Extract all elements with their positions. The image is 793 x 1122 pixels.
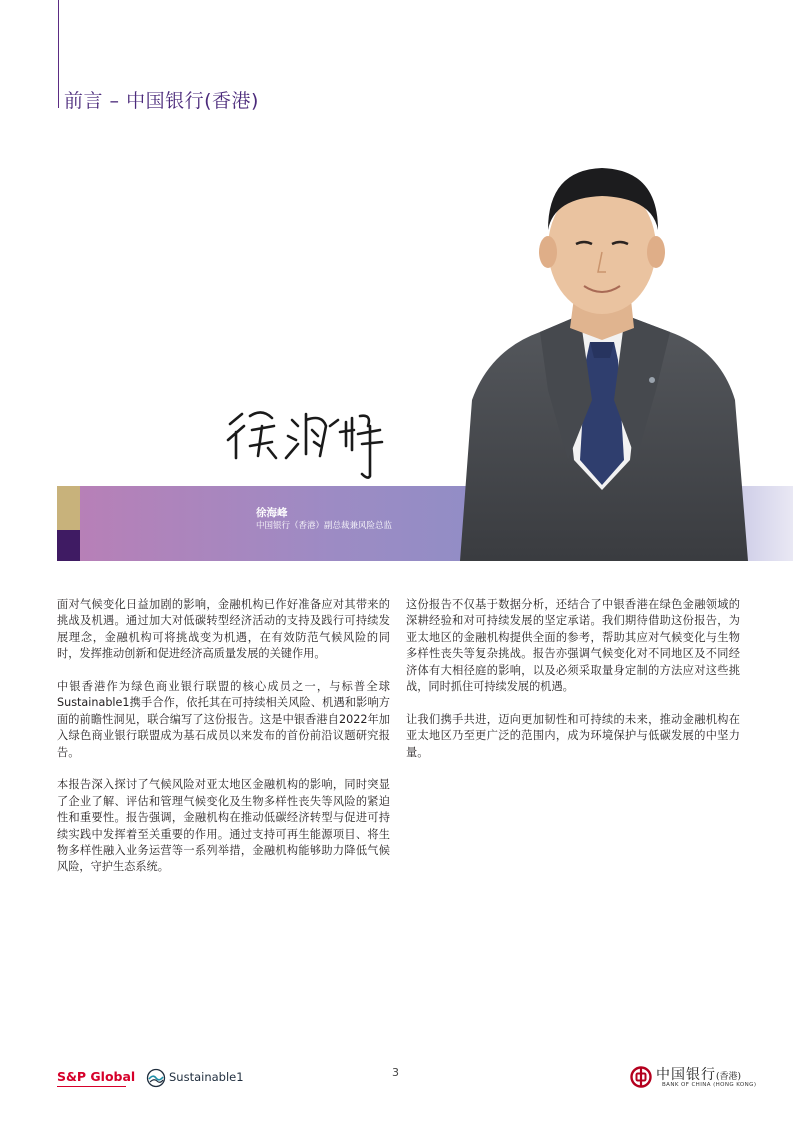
sustainable1-icon (146, 1068, 166, 1088)
sustainable1-logo-text: Sustainable1 (169, 1070, 244, 1084)
bank-of-china-logo-en: BANK OF CHINA (HONG KONG) (662, 1082, 757, 1088)
band-gold-block (57, 486, 80, 530)
bank-of-china-icon (630, 1066, 652, 1088)
bank-of-china-logo-cn (656, 1064, 741, 1084)
executive-title: 中国银行（香港）副总裁兼风险总监 (256, 521, 393, 531)
sp-global-logo: S&P Global (57, 1069, 136, 1084)
page-number: 3 (392, 1066, 399, 1079)
paragraph: 中银香港作为绿色商业银行联盟的核心成员之一，与标普全球Sustainable1携手合作，依托其在可持续相关风险、机遇和影响方面的前瞻性洞见，联合编写了这份报告。这是中银香港自2022年加入绿色商业银行联盟成为基石成员以来发布的首份前沿议题研究报告。 (57, 680, 390, 759)
executive-name: 徐海峰 (256, 507, 288, 519)
executive-portrait (430, 160, 760, 561)
signature (222, 396, 392, 482)
bank-of-china-hk: (香港) (716, 1072, 742, 1082)
paragraph: 这份报告不仅基于数据分析，还结合了中银香港在绿色金融领域的深耕经验和对可持续发展的坚定承诺。我们期待借助这份报告，为亚太地区的金融机构提供全面的参考，帮助其应对气候变化与生物多样性丧失等复杂挑战。报告亦强调气候变化对不同地区及不同经济体有大相径庭的影响，以及必须采取量身定制的方法应对这些挑战，同时抓住可持续发展的机遇。 (406, 598, 740, 694)
paragraph: 本报告深入探讨了气候风险对亚太地区金融机构的影响，同时突显了企业了解、评估和管理气候变化及生物多样性丧失等风险的紧迫性和重要性。报告强调，金融机构在推动低碳经济转型与促进可持续实践中发挥着至关重要的作用。通过支持可再生能源项目、将生物多样性融入业务运营等一系列举措，金融机构能够助力降低气候风险，守护生态系统。 (57, 778, 390, 874)
body-column-left (57, 597, 390, 892)
bank-of-china-name: 中国银行 (656, 1067, 716, 1083)
paragraph: 面对气候变化日益加剧的影响，金融机构已作好准备应对其带来的挑战及机遇。通过加大对低碳转型经济活动的支持及践行可持续发展理念，金融机构可将挑战变为机遇，在有效防范气候风险的同时，发挥推动创新和促进经济高质量发展的关键作用。 (57, 598, 390, 661)
page-heading: 前言 – 中国银行(香港) (64, 90, 259, 112)
band-purple-block (57, 530, 80, 561)
sp-global-underline (57, 1086, 126, 1087)
paragraph: 让我们携手共进，迈向更加韧性和可持续的未来，推动金融机构在亚太地区乃至更广泛的范围内，成为环境保护与低碳发展的中坚力量。 (406, 712, 740, 759)
header-rule (58, 0, 59, 108)
body-column-right (406, 597, 740, 777)
